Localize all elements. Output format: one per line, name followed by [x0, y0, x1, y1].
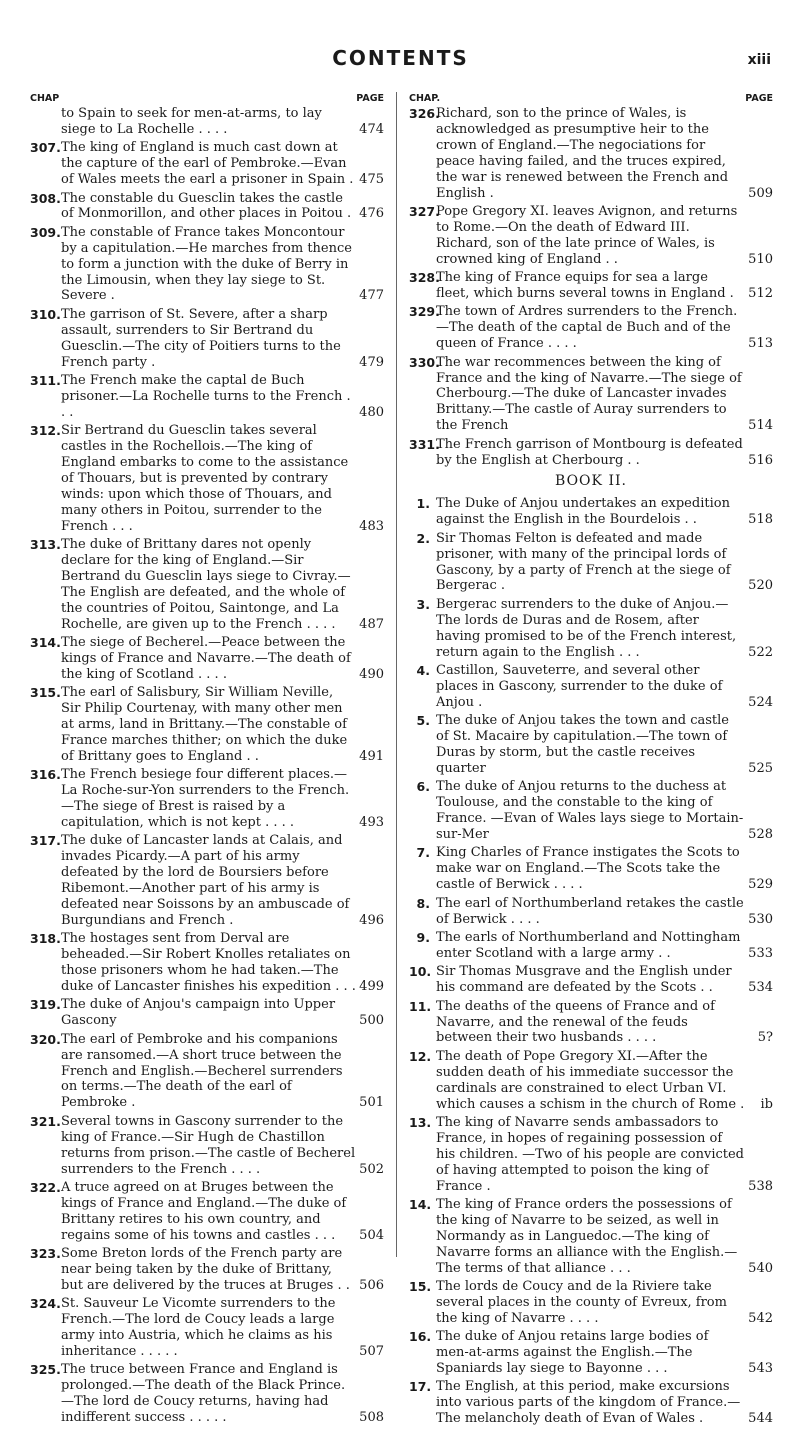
toc-entry: [409, 1379, 773, 1427]
entry-description: The French besiege four different places.—La Roche-sur-Yon surrenders to the French.—The siege of Brest is raised by a capitulation, which is not kept . . . .: [61, 767, 350, 830]
entry-description: The duke of Anjou retains large bodies of men-at-arms against the English.—The Spaniards lay siege to Bayonne . . .: [436, 1329, 709, 1377]
toc-entry: [30, 1180, 384, 1244]
entry-description: The lords de Coucy and de la Riviere take several places in the county of Evreux, from the king of Navarre . . . .: [436, 1279, 727, 1326]
toc-entry: [30, 423, 384, 534]
entry-text-wrap: [61, 537, 384, 632]
entry-description: Sir Bertrand du Guesclin takes several castles in the Rochellois.—The king of England embarks to come to the assistance of Thouars, but is prevented by contrary winds: upon which those of Thouars, and many others in Poitou, surrender to the French . . .: [61, 423, 349, 534]
entry-description: The war recommences between the king of France and the king of Navarre.—The siege of Cherbourg.—The duke of Lancaster invades Brittany.—The castle of Auray surrenders to the French: [436, 354, 742, 434]
toc-entry: [409, 1197, 773, 1277]
entry-page-number: 513: [748, 336, 773, 352]
toc-entry: [409, 531, 773, 595]
entry-text-wrap: [61, 140, 384, 188]
entry-page-number: 530: [748, 911, 773, 927]
entry-page-number: 525: [748, 760, 773, 776]
toc-entry: [409, 1329, 773, 1377]
chapter-number: 329.: [409, 304, 440, 320]
entry-description: The king of France equips for sea a large fleet, which burns several towns in England .: [436, 270, 734, 301]
entry-text-wrap: [436, 845, 773, 893]
chapter-number: 328.: [409, 270, 440, 286]
chapter-number: 6.: [416, 779, 430, 795]
entry-text-wrap: [436, 531, 773, 595]
entry-page-number: 477: [359, 288, 384, 304]
chapter-number: 330.: [409, 354, 440, 370]
entry-page-number: 533: [748, 945, 773, 961]
toc-entry: [409, 713, 773, 777]
chapter-number: 3.: [416, 596, 430, 612]
chapter-number: 311.: [30, 373, 61, 388]
entry-text-wrap: [436, 713, 773, 777]
toc-entry: [409, 304, 773, 352]
chapter-number: 309.: [30, 224, 61, 240]
entry-description: King Charles of France instigates the Scots to make war on England.—The Scots take the castle of Berwick . . . .: [436, 845, 740, 893]
entry-page-number: 499: [359, 979, 384, 995]
entry-page-number: 475: [359, 172, 384, 188]
toc-entry: [409, 1115, 773, 1195]
toc-entry: [409, 597, 773, 661]
chapter-number: 318.: [30, 931, 61, 947]
entry-description: The death of Pope Gregory XI.—After the sudden death of his immediate successor the cardinals are constrained to elect Urban VI. which causes a schism in the church of Rome .: [436, 1048, 745, 1112]
chapter-number: 15.: [409, 1279, 432, 1295]
entry-page-number: 510: [748, 251, 773, 267]
entry-text-wrap: [436, 355, 773, 435]
entry-text-wrap: [61, 685, 384, 765]
chapter-number: 5.: [416, 713, 430, 729]
entry-text-wrap: [436, 270, 773, 302]
column-divider: [396, 92, 397, 1257]
entry-page-number: 479: [359, 354, 384, 370]
toc-entry: [30, 140, 384, 188]
toc-entry: [30, 307, 384, 371]
chap-label: CHAP.: [409, 93, 441, 104]
toc-entry: [409, 1049, 773, 1113]
toc-entry: [409, 106, 773, 201]
entry-page-number: 490: [359, 666, 384, 682]
entry-description: Some Breton lords of the French party are near being taken by the duke of Brittany, but are delivered by the truces at Bruges . .: [61, 1246, 350, 1293]
entry-page-number: 474: [359, 121, 384, 137]
chapter-number: 12.: [409, 1048, 432, 1064]
entry-page-number: 518: [748, 512, 773, 528]
chapter-number: 310.: [30, 306, 61, 322]
entry-description: The Duke of Anjou undertakes an expedition against the English in the Bourdelois . .: [436, 496, 730, 528]
entry-text-wrap: [436, 204, 773, 268]
entry-text-wrap: [436, 1115, 773, 1195]
chapter-number: 9.: [416, 930, 430, 945]
chapter-number: 313.: [30, 537, 61, 553]
entry-page-number: 5?: [757, 1030, 773, 1046]
entry-description: The king of Navarre sends ambassadors to France, in hopes of regaining possession of his children. —Two of his people are convicted of having attempted to poison the king of France .: [436, 1114, 745, 1194]
chapter-number: 10.: [409, 964, 432, 980]
chapter-number: 315.: [30, 685, 61, 701]
entry-description: Sir Thomas Musgrave and the English under his command are defeated by the Scots . .: [436, 964, 732, 996]
entry-page-number: 514: [748, 418, 773, 434]
entry-text-wrap: [61, 1180, 384, 1244]
chapter-number: 4.: [416, 663, 430, 678]
entry-description: The earl of Salisbury, Sir William Neville, Sir Philip Courtenay, with many other men at arms, land in Brittany.—The constable of France marches thither; on which the duke of Brittany goes to England . .: [61, 685, 348, 764]
entry-text-wrap: [61, 191, 384, 223]
toc-entry: [409, 999, 773, 1047]
chap-label: CHAP: [30, 93, 60, 104]
page-number: xiii: [747, 52, 771, 68]
toc-entry: [409, 779, 773, 843]
chapter-number: 312.: [30, 423, 61, 439]
chapter-number: 316.: [30, 767, 61, 783]
entry-description: Castillon, Sauveterre, and several other places in Gascony, surrender to the duke of Anjou .: [436, 663, 723, 710]
toc-entry: [409, 437, 773, 469]
toc-entry: [409, 896, 773, 928]
entry-page-number: 500: [359, 1013, 384, 1029]
entry-page-number: 534: [748, 980, 773, 996]
entry-page-number: 506: [359, 1277, 384, 1293]
entry-text-wrap: [436, 106, 773, 201]
entry-text-wrap: [61, 1296, 384, 1360]
page-label: PAGE: [356, 93, 384, 104]
book-two-entry-list: [409, 496, 773, 1427]
entry-text-wrap: [61, 373, 384, 421]
entry-page-number: 502: [359, 1161, 384, 1177]
entry-page-number: 542: [748, 1310, 773, 1326]
entry-description: The English, at this period, make excursions into various parts of the kingdom of France.—The melancholy death of Evan of Wales .: [436, 1379, 741, 1427]
entry-page-number: 493: [359, 814, 384, 830]
toc-entry: [30, 191, 384, 223]
entry-text-wrap: [436, 964, 773, 996]
chapter-number: 2.: [416, 530, 430, 546]
entry-text-wrap: [436, 999, 773, 1047]
entry-text-wrap: [61, 1246, 384, 1294]
entry-description: The constable du Guesclin takes the castle of Monmorillon, and other places in Poitou .: [61, 190, 352, 222]
entry-description: St. Sauveur Le Vicomte surrenders to the French.—The lord de Coucy leads a large army into Austria, which he claims as his inheritance . . . . .: [61, 1296, 336, 1359]
entry-page-number: 491: [359, 748, 384, 764]
entry-page-number: 543: [748, 1361, 773, 1377]
entry-page-number: 529: [748, 877, 773, 893]
toc-entry: [409, 845, 773, 893]
toc-entry: [30, 1296, 384, 1360]
toc-entry: [30, 1362, 384, 1426]
toc-entry: [409, 930, 773, 962]
entry-page-number: 496: [359, 912, 384, 928]
entry-page-number: 504: [359, 1227, 384, 1243]
entry-text-wrap: [61, 225, 384, 305]
entry-page-number: 524: [748, 694, 773, 710]
entry-text-wrap: [61, 106, 384, 138]
chapter-number: 317.: [30, 833, 61, 849]
chapter-number: 307.: [30, 140, 61, 156]
entry-page-number: 520: [748, 578, 773, 594]
entry-description: The king of France orders the possessions of the king of Navarre to be seized, as well in Normandy as in Languedoc.—The king of Navarre forms an alliance with the English.— The terms of that alliance . . .: [436, 1197, 738, 1276]
right-entry-list: [409, 106, 773, 468]
toc-entry: [30, 106, 384, 138]
entry-description: The earl of Pembroke and his companions are ransomed.—A short truce between the French and English.—Becherel surrenders on terms.—The death of the earl of Pembroke .: [61, 1031, 343, 1111]
book-heading: BOOK II.: [555, 473, 627, 490]
entry-text-wrap: [61, 307, 384, 371]
entry-description: to Spain to seek for men-at-arms, to lay siege to La Rochelle . . . .: [61, 106, 322, 137]
toc-entry: [409, 964, 773, 996]
entry-page-number: 508: [359, 1410, 384, 1426]
entry-text-wrap: [436, 597, 773, 661]
chapter-number: 7.: [416, 845, 430, 861]
toc-entry: [30, 1114, 384, 1178]
toc-entry: [409, 355, 773, 435]
entry-text-wrap: [61, 423, 384, 534]
entry-text-wrap: [436, 1197, 773, 1277]
entry-text-wrap: [436, 1049, 773, 1113]
toc-entry: [30, 767, 384, 831]
entry-text-wrap: [436, 930, 773, 962]
entry-page-number: 480: [359, 404, 384, 420]
entry-description: The town of Ardres surrenders to the French.—The death of the captal de Buch and of the queen of France . . . .: [436, 304, 738, 352]
entry-page-number: 538: [748, 1178, 773, 1194]
toc-entry: [30, 685, 384, 765]
page-title: CONTENTS: [332, 46, 469, 70]
entry-text-wrap: [436, 1379, 773, 1427]
toc-entry: [30, 373, 384, 421]
entry-description: The duke of Anjou returns to the duchess at Toulouse, and the constable to the king of France. —Evan of Wales lays siege to Mortain-sur-Mer: [436, 779, 744, 843]
entry-page-number: 512: [748, 285, 773, 301]
entry-description: The duke of Anjou's campaign into Upper Gascony: [61, 997, 336, 1029]
entry-description: Pope Gregory XI. leaves Avignon, and returns to Rome.—On the death of Edward III. Richard, son of the late prince of Wales, is crowned king of England . .: [436, 203, 738, 267]
entry-page-number: 544: [748, 1411, 773, 1427]
entry-page-number: 483: [359, 518, 384, 534]
toc-entry: [409, 204, 773, 268]
chapter-number: 319.: [30, 997, 61, 1013]
chapter-number: 331.: [409, 436, 440, 452]
toc-entry: [30, 997, 384, 1029]
toc-entry: [409, 270, 773, 302]
page-label: PAGE: [745, 93, 773, 104]
chapter-number: 11.: [409, 998, 432, 1014]
chapter-number: 13.: [409, 1114, 432, 1130]
entry-description: A truce agreed on at Bruges between the kings of France and England.—The duke of Brittany retires to his own country, and regains some of his towns and castles . . .: [61, 1179, 347, 1243]
chapter-number: 308.: [30, 190, 61, 206]
entry-page-number: 509: [748, 185, 773, 201]
entry-text-wrap: [436, 496, 773, 528]
toc-entry: [30, 1246, 384, 1294]
entry-text-wrap: [61, 1362, 384, 1426]
toc-entry: [30, 833, 384, 928]
entry-description: Several towns in Gascony surrender to the king of France.—Sir Hugh de Chastillon returns from prison.—The castle of Becherel surrenders to the French . . . .: [61, 1113, 356, 1177]
entry-text-wrap: [436, 304, 773, 352]
toc-entry: [30, 225, 384, 305]
entry-description: Sir Thomas Felton is defeated and made prisoner, with many of the principal lords of Gascony, by a party of French at the siege of Bergerac .: [436, 530, 731, 594]
entry-description: The French garrison of Montbourg is defeated by the English at Cherbourg . .: [436, 436, 743, 468]
entry-text-wrap: [61, 635, 384, 683]
entry-description: The duke of Brittany dares not openly declare for the king of England.—Sir Bertrand du Guesclin lays siege to Civray.—The English are defeated, and the whole of the countries of Poitou, Saintonge, and La Rochelle, are given up to the French . . . .: [61, 537, 351, 632]
chapter-number: 327.: [409, 203, 440, 219]
entry-page-number: 528: [748, 827, 773, 843]
entry-text-wrap: [61, 997, 384, 1029]
chapter-number: 320.: [30, 1031, 61, 1047]
right-column-header: [409, 92, 773, 106]
entry-text-wrap: [436, 779, 773, 843]
entry-text-wrap: [436, 663, 773, 711]
chapter-number: 1.: [416, 496, 430, 512]
entry-description: The constable of France takes Moncontour by a capitulation.—He marches from thence to form a junction with the duke of Berry in the Limousin, when they lay siege to St. Severe .: [61, 224, 352, 304]
entry-text-wrap: [61, 931, 384, 995]
toc-entry: [30, 537, 384, 632]
entry-page-number: 540: [748, 1260, 773, 1276]
entry-description: Bergerac surrenders to the duke of Anjou.—The lords de Duras and de Rosem, after having promised to be of the French interest, return again to the English . . .: [436, 596, 737, 660]
chapter-number: 14.: [409, 1197, 432, 1212]
entry-description: The siege of Becherel.—Peace between the kings of France and Navarre.—The death of the king of Scotland . . . .: [61, 635, 351, 682]
entry-description: Richard, son to the prince of Wales, is acknowledged as presumptive heir to the crown of England.—The negociations for peace having failed, and the truces expired, the war is renewed between the French and English .: [436, 106, 729, 201]
entry-page-number: 516: [748, 452, 773, 468]
left-column-header: [30, 92, 384, 106]
chapter-number: [30, 106, 61, 138]
chapter-number: 8.: [416, 895, 430, 911]
entry-description: The duke of Anjou takes the town and castle of St. Macaire by capitulation.—The town of Duras by storm, but the castle receives quarter: [436, 713, 729, 776]
entry-description: The earl of Northumberland retakes the castle of Berwick . . . .: [436, 895, 744, 927]
chapter-number: 17.: [409, 1379, 432, 1395]
entry-description: The truce between France and England is prolonged.—The death of the Black Prince.—The lord de Coucy returns, having had indifferent success . . . . .: [61, 1362, 346, 1426]
entry-description: The deaths of the queens of France and of Navarre, and the renewal of the feuds between their two husbands . . . .: [436, 998, 715, 1046]
toc-entry: [30, 931, 384, 995]
entry-page-number: 507: [359, 1343, 384, 1359]
entry-description: The garrison of St. Severe, after a sharp assault, surrenders to Sir Bertrand du Guesclin.—The city of Poitiers turns to the French party .: [61, 306, 341, 370]
entry-text-wrap: [61, 767, 384, 831]
chapter-number: 326.: [409, 106, 440, 121]
toc-entry: [409, 663, 773, 711]
entry-page-number: 501: [359, 1095, 384, 1111]
chapter-number: 321.: [30, 1113, 61, 1129]
toc-entry: [409, 496, 773, 528]
entry-text-wrap: [436, 896, 773, 928]
entry-text-wrap: [61, 1032, 384, 1112]
chapter-number: 314.: [30, 635, 61, 650]
entry-description: The French make the captal de Buch prisoner.—La Rochelle turns to the French . . .: [61, 373, 351, 420]
left-entry-list: [30, 106, 384, 1426]
entry-text-wrap: [436, 1329, 773, 1377]
entry-page-number: 476: [359, 206, 384, 222]
entry-description: The duke of Lancaster lands at Calais, and invades Picardy.—A part of his army defeated by the lord de Boursiers before Ribemont.—Another part of his army is defeated near Soissons by an ambuscade of Burgundians and French .: [61, 833, 350, 928]
toc-entry: [30, 1032, 384, 1112]
entry-text-wrap: [61, 833, 384, 928]
chapter-number: 325.: [30, 1362, 61, 1378]
chapter-number: 324.: [30, 1296, 61, 1312]
entry-text-wrap: [436, 437, 773, 469]
left-column: [30, 92, 384, 1429]
toc-entry: [409, 1279, 773, 1327]
chapter-number: 16.: [409, 1329, 432, 1345]
entry-description: The hostages sent from Derval are beheaded.—Sir Robert Knolles retaliates on those prisoners whom he had taken.—The duke of Lancaster finishes his expedition . . .: [61, 931, 356, 995]
chapter-number: 323.: [30, 1246, 61, 1262]
entry-page-number: 487: [359, 616, 384, 632]
right-column: [409, 92, 773, 1430]
entry-page-number: ib: [760, 1096, 773, 1112]
entry-page-number: 522: [748, 644, 773, 660]
entry-description: The king of England is much cast down at the capture of the earl of Pembroke.—Evan of Wales meets the earl a prisoner in Spain .: [61, 140, 354, 188]
entry-text-wrap: [436, 1279, 773, 1327]
entry-description: The earls of Northumberland and Nottingham enter Scotland with a large army . .: [436, 930, 741, 961]
toc-entry: [30, 635, 384, 683]
entry-text-wrap: [61, 1114, 384, 1178]
chapter-number: 322.: [30, 1179, 61, 1195]
